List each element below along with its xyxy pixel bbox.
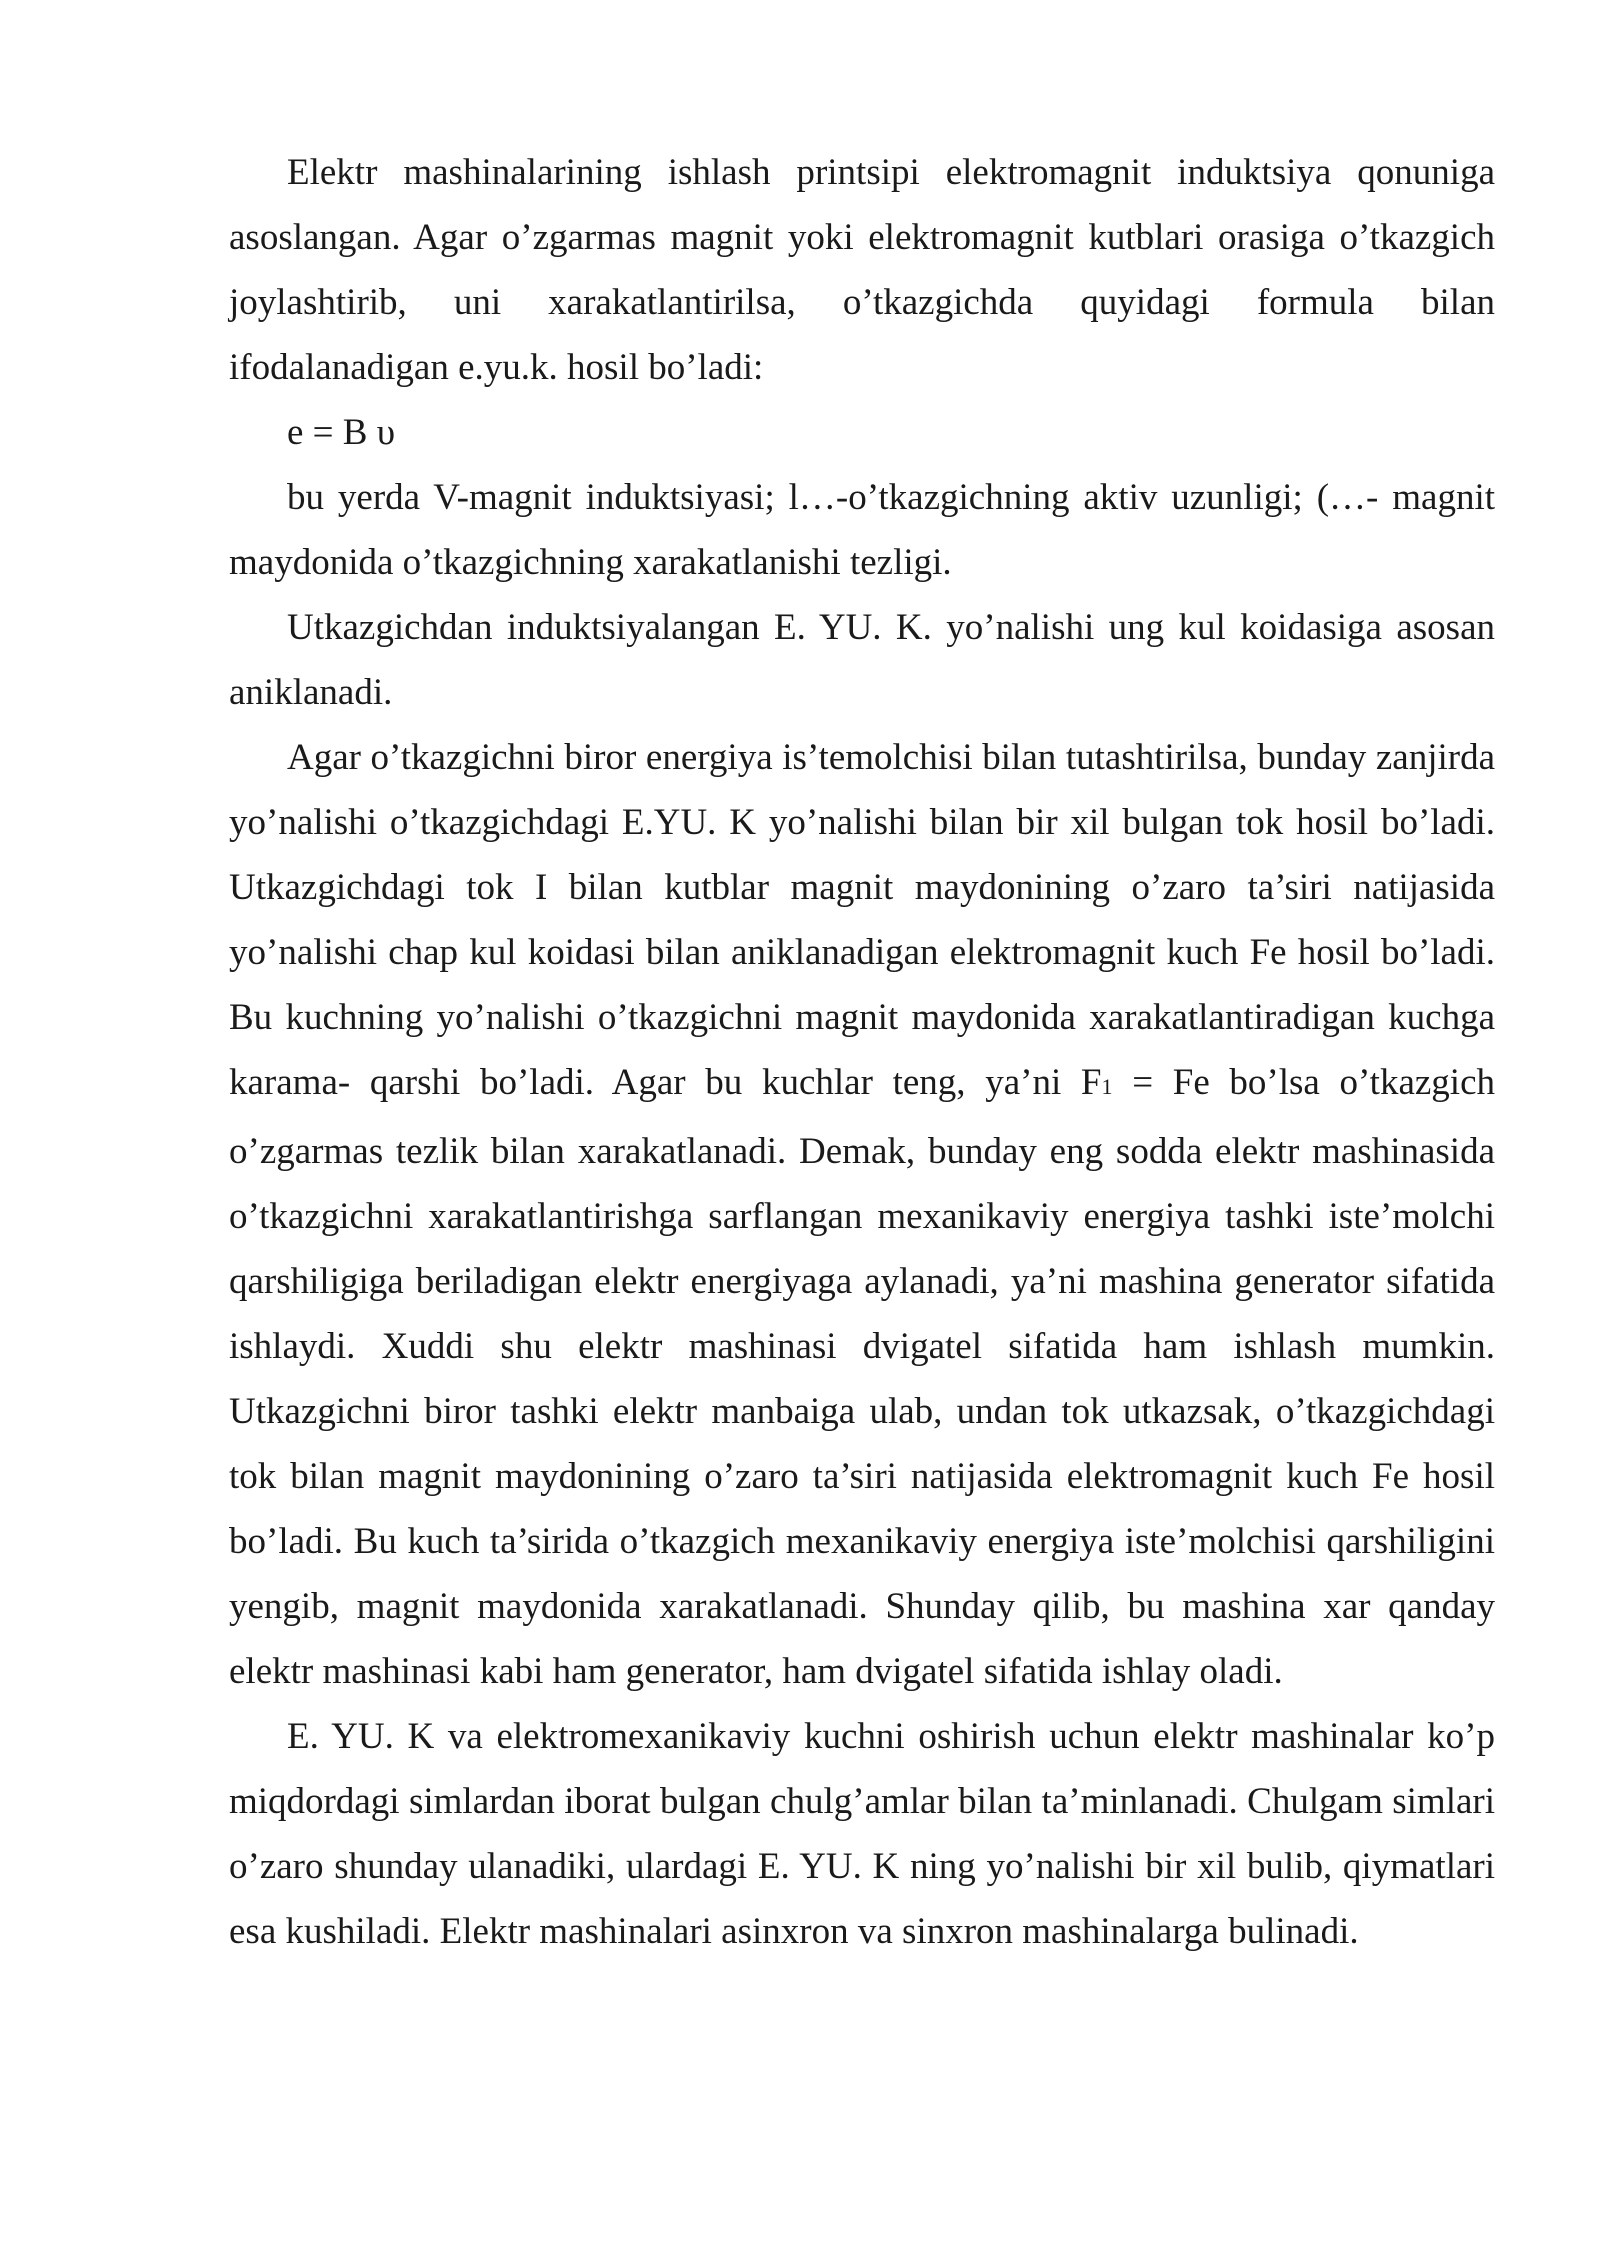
- paragraph-generator-text-1: Agar o’tkazgichni biror energiya is’temolchisi bilan tutashtirilsa, bunday zanjirda yo’nalishi o’tkazgichdagi E.YU. K yo’nalishi bilan bir xil bulgan tok hosil bo’ladi. Utkazgichdagi tok I bilan kutblar magnit maydonining o’zaro ta’siri natijasida yo’nalishi chap kul koidasi bilan aniklanadigan elektromagnit kuch Fe hosil bo’ladi. Bu kuchning yo’nalishi o’tkazgichni magnit maydonida xarakatlantiradigan kuchga karama- qarshi bo’ladi. Agar bu kuchlar teng, ya’ni F: [229, 737, 1495, 1103]
- paragraph-intro: Elektr mashinalarining ishlash printsipi elektromagnit induktsiya qonuniga asoslangan. Agar o’zgarmas magnit yoki elektromagnit kutblari orasiga o’tkazgich joylashtirib, uni xarakatlantirilsa, o’tkazgichda quyidagi formula bilan ifodalanadigan e.yu.k. hosil bo’ladi:: [229, 152, 1495, 388]
- paragraph-right-hand-rule: Utkazgichdan induktsiyalangan E. YU. K. yo’nalishi ung kul koidasiga asosan aniklanadi.: [229, 607, 1495, 713]
- paragraph-definitions: bu yerda V-magnit induktsiyasi; l…-o’tkazgichning aktiv uzunligi; (…- magnit maydonida o’tkazgichning xarakatlanishi tezligi.: [229, 477, 1495, 583]
- paragraph-windings: E. YU. K va elektromexanikaviy kuchni oshirish uchun elektr mashinalar ko’p miqdordagi simlardan iborat bulgan chulg’amlar bilan ta’minlanadi. Chulgam simlari o’zaro shunday ulanadiki, ulardagi E. YU. K ning yo’nalishi bir xil bulib, qiymatlari esa kushiladi. Elektr mashinalari asinxron va sinxron mashinalarga bulinadi.: [229, 1716, 1495, 1952]
- paragraph-generator-motor: [229, 725, 1495, 1704]
- formula-emf: e = B υ: [287, 412, 396, 453]
- subscript-one: 1: [1101, 1074, 1113, 1099]
- paragraph-generator-text-2: = Fe bo’lsa o’tkazgich o’zgarmas tezlik bilan xarakatlanadi. Demak, bunday eng sodda elektr mashinasida o’tkazgichni xarakatlantirishga sarflangan mexanikaviy energiya tashki iste’molchi qarshiligiga beriladigan elektr energiyaga aylanadi, ya’ni mashina generator sifatida ishlaydi. Xuddi shu elektr mashinasi dvigatel sifatida ham ishlash mumkin. Utkazgichni biror tashki elektr manbaiga ulab, undan tok utkazsak, o’tkazgichdagi tok bilan magnit maydonining o’zaro ta’siri natijasida elektromagnit kuch Fe hosil bo’ladi. Bu kuch ta’sirida o’tkazgich mexanikaviy energiya iste’molchisi qarshiligini yengib, magnit maydonida xarakatlanadi. Shunday qilib, bu mashina xar qanday elektr mashinasi kabi ham generator, ham dvigatel sifatida ishlay oladi.: [229, 1062, 1495, 1692]
